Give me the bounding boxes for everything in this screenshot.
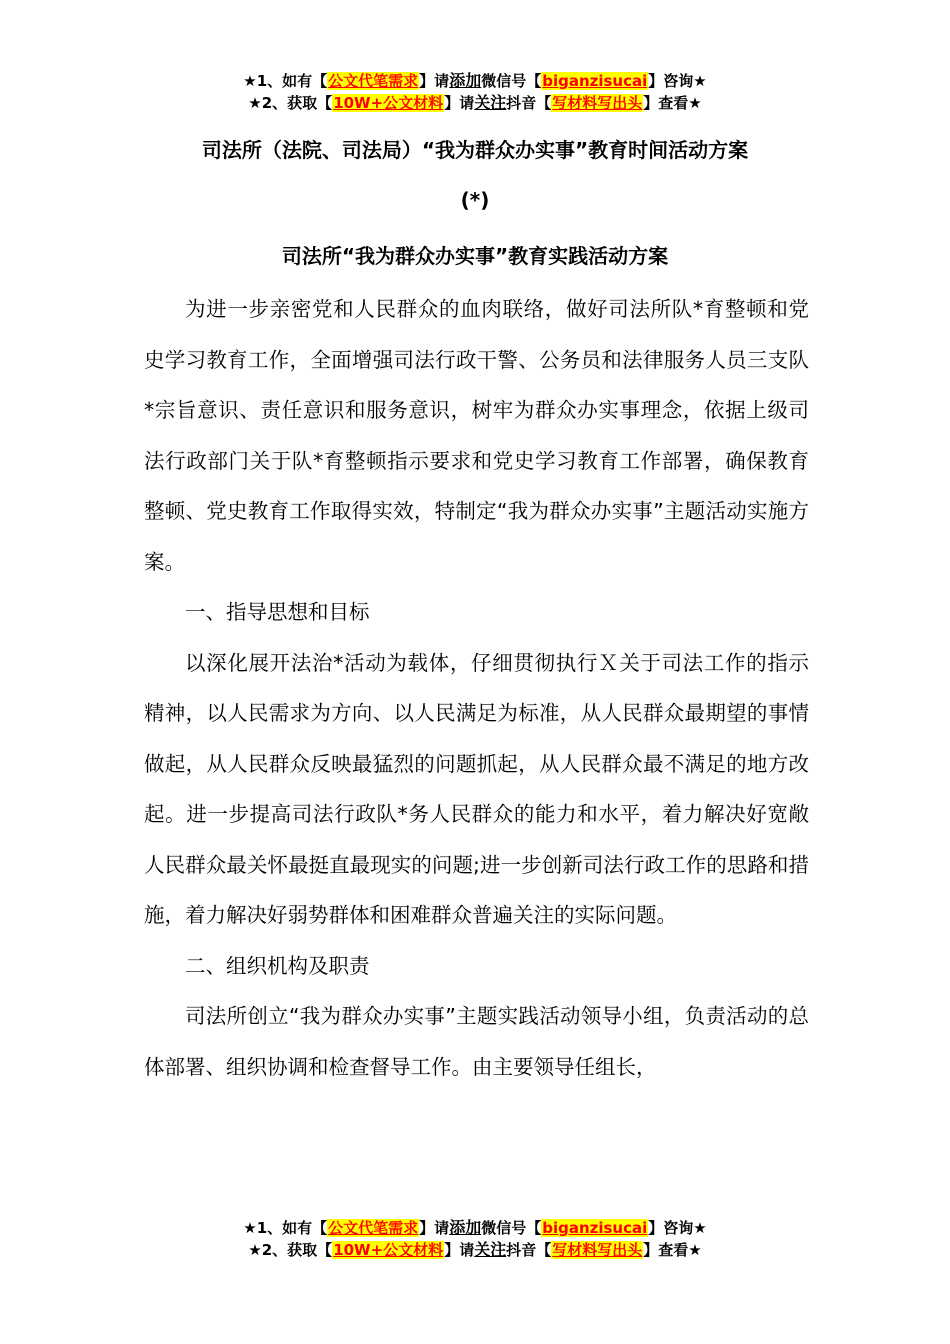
footer-banner-line-2 <box>0 1239 950 1261</box>
banner-text: ★1、如有【 <box>243 1219 328 1237</box>
banner-text: 抖音【 <box>506 1241 552 1259</box>
document-title: 司法所（法院、司法局）“我为群众办实事”教育时间活动方案 <box>201 138 749 162</box>
banner-text: 】咨询★ <box>648 1219 707 1237</box>
banner-emphasis: 添加 <box>449 71 482 90</box>
document-subtitle: 司法所“我为群众办实事”教育实践活动方案 <box>281 244 669 268</box>
banner-highlight: biganzisucai <box>542 1219 648 1237</box>
banner-text: 】请 <box>444 94 475 112</box>
banner-text: 抖音【 <box>506 94 552 112</box>
banner-text: 微信号【 <box>481 1219 542 1237</box>
banner-highlight: 10W+公文材料 <box>333 1241 444 1259</box>
footer-banner-line-1 <box>0 1217 950 1239</box>
banner-text: 】查看★ <box>643 1241 702 1259</box>
section-heading: 二、组织机构及职责 <box>185 953 370 978</box>
section-heading: 一、指导思想和目标 <box>185 600 370 624</box>
banner-text: 】咨询★ <box>648 72 707 90</box>
banner-emphasis: 添加 <box>449 1218 482 1237</box>
banner-text: 】请 <box>419 72 450 90</box>
intro-paragraph: 为进一步亲密党和人民群众的血肉联络，做好司法所队*育整顿和党史学习教育工作，全面增强司法行政干警、公务员和法律服务人员三支队*宗旨意识、责任意识和服务意识，树牢为群众办实事理念，依据上级司法行政部门关于队*育整顿指示要求和党史学习教育工作部署，确保教育整顿、党史教育工作取得实效，特制定“我为群众办实事”主题活动实施方案。 <box>144 297 809 574</box>
banner-highlight: biganzisucai <box>542 72 648 90</box>
banner-text: ★1、如有【 <box>243 72 328 90</box>
banner-text: ★2、获取【 <box>248 94 333 112</box>
banner-highlight: 公文代笔需求 <box>328 72 419 90</box>
header-banner-line-1 <box>0 70 950 92</box>
banner-highlight: 10W+公文材料 <box>333 94 444 112</box>
header-banner <box>0 70 950 114</box>
banner-highlight: 写材料写出头 <box>552 94 643 112</box>
banner-text: 微信号【 <box>481 72 542 90</box>
body-paragraph: 以深化展开法治*活动为载体，仔细贯彻执行Ｘ关于司法工作的指示精神，以人民需求为方向、以人民满足为标准，从人民群众最期望的事情做起，从人民群众反映最猛烈的问题抓起，从人民群众最不满足的地方改起。进一步提高司法行政队*务人民群众的能力和水平，着力解决好宽敞人民群众最关怀最挺直最现实的问题;进一步创新司法行政工作的思路和措施，着力解决好弱势群体和困难群众普遍关注的实际问题。 <box>144 650 809 927</box>
banner-emphasis: 关注 <box>474 93 507 112</box>
footer-banner <box>0 1217 950 1261</box>
banner-highlight: 写材料写出头 <box>552 1241 643 1259</box>
banner-text: 】请 <box>419 1219 450 1237</box>
banner-emphasis: 关注 <box>474 1240 507 1259</box>
document-title-suffix: (*) <box>460 188 490 212</box>
banner-text: 】请 <box>444 1241 475 1259</box>
banner-text: 】查看★ <box>643 94 702 112</box>
banner-text: ★2、获取【 <box>248 1241 333 1259</box>
body-paragraph: 司法所创立“我为群众办实事”主题实践活动领导小组，负责活动的总体部署、组织协调和检查督导工作。由主要领导任组长， <box>144 1004 809 1079</box>
header-banner-line-2 <box>0 92 950 114</box>
banner-highlight: 公文代笔需求 <box>328 1219 419 1237</box>
document-body <box>144 284 809 1092</box>
